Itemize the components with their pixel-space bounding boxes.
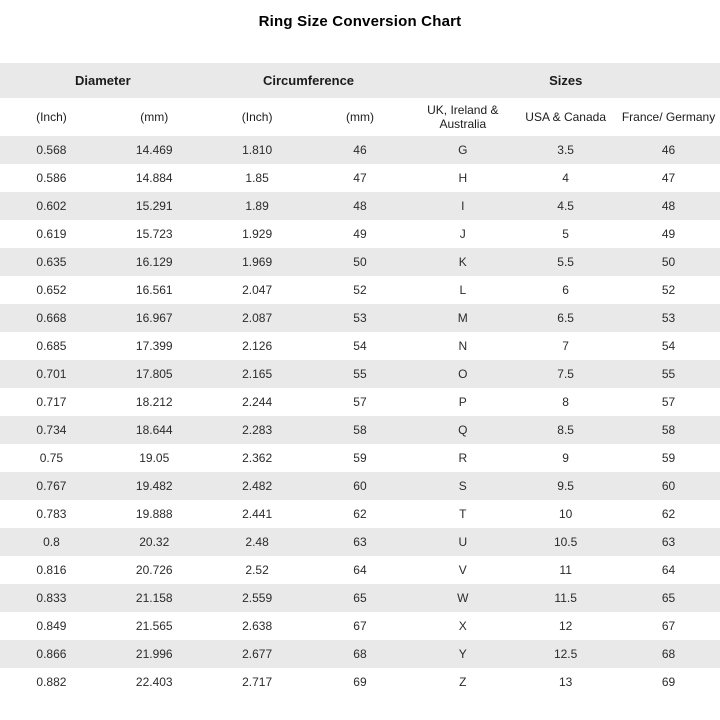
table-cell: 0.767: [36, 479, 67, 493]
ring-size-conversion-table: [0, 63, 720, 696]
table-cell: 20.32: [139, 535, 170, 549]
column-header-5: USA & Canada: [514, 98, 617, 136]
table-cell: 57: [661, 395, 676, 409]
table-cell: Y: [458, 647, 467, 661]
table-body: [0, 136, 720, 696]
table-cell: 0.783: [36, 507, 67, 521]
table-cell: 8: [562, 395, 569, 409]
table-cell: 1.969: [242, 255, 273, 269]
table-cell: 2.283: [242, 423, 273, 437]
table-cell: 58: [353, 423, 367, 437]
table-row: [0, 444, 720, 472]
table-cell: 67: [353, 619, 367, 633]
table-cell: 0.849: [36, 619, 67, 633]
table-row: [0, 164, 720, 192]
table-cell: 18.212: [135, 395, 173, 409]
table-cell: 16.967: [135, 311, 173, 325]
table-cell: T: [459, 507, 467, 521]
table-cell: 5.5: [557, 255, 574, 269]
table-cell: 0.816: [36, 563, 67, 577]
table-cell: 50: [661, 255, 676, 269]
table-cell: 0.75: [39, 451, 64, 465]
table-cell: 2.638: [242, 619, 273, 633]
table-cell: 58: [661, 423, 676, 437]
table-row: [0, 612, 720, 640]
table-cell: 0.685: [36, 339, 67, 353]
table-cell: 48: [353, 199, 367, 213]
table-row: [0, 220, 720, 248]
table-cell: 63: [661, 535, 676, 549]
table-cell: 6.5: [557, 311, 574, 325]
table-cell: 67: [661, 619, 676, 633]
table-cell: Q: [458, 423, 468, 437]
table-cell: 7.5: [557, 367, 574, 381]
table-row: [0, 584, 720, 612]
table-cell: O: [458, 367, 468, 381]
table-cell: 46: [661, 143, 676, 157]
table-cell: J: [459, 227, 466, 241]
table-cell: 0.635: [36, 255, 67, 269]
table-cell: 2.362: [242, 451, 273, 465]
table-cell: 0.619: [36, 227, 67, 241]
table-cell: 0.668: [36, 311, 67, 325]
table-cell: W: [457, 591, 469, 605]
table-cell: 2.677: [242, 647, 273, 661]
table-cell: Z: [459, 675, 467, 689]
table-cell: 69: [353, 675, 367, 689]
table-cell: 17.805: [135, 367, 173, 381]
table-row: [0, 528, 720, 556]
table-cell: 2.482: [242, 479, 273, 493]
table-cell: 0.568: [36, 143, 67, 157]
table-cell: 2.126: [242, 339, 273, 353]
table-cell: 16.561: [135, 283, 173, 297]
table-cell: 55: [661, 367, 676, 381]
table-cell: 2.559: [242, 591, 273, 605]
table-cell: 19.05: [139, 451, 170, 465]
table-cell: L: [459, 283, 467, 297]
table-cell: 10: [558, 507, 573, 521]
table-cell: 63: [353, 535, 367, 549]
table-cell: 54: [353, 339, 367, 353]
table-cell: U: [458, 535, 468, 549]
column-header-4: UK, Ireland & Australia: [411, 98, 514, 136]
table-row: [0, 360, 720, 388]
sub-header-row: [0, 98, 720, 136]
table-cell: 0.602: [36, 199, 67, 213]
table-cell: 68: [661, 647, 676, 661]
table-cell: X: [458, 619, 467, 633]
table-cell: 19.482: [135, 479, 173, 493]
table-cell: 50: [353, 255, 367, 269]
table-cell: 0.717: [36, 395, 67, 409]
table-cell: 1.810: [242, 143, 273, 157]
table-cell: 4: [562, 171, 569, 185]
table-cell: 0.652: [36, 283, 67, 297]
table-cell: 68: [353, 647, 367, 661]
table-cell: 2.441: [242, 507, 273, 521]
table-cell: 47: [661, 171, 676, 185]
table-cell: 4.5: [557, 199, 574, 213]
table-cell: 60: [353, 479, 367, 493]
table-cell: 60: [661, 479, 676, 493]
table-cell: 22.403: [135, 675, 173, 689]
table-cell: 64: [661, 563, 676, 577]
table-cell: 7: [562, 339, 569, 353]
table-cell: 21.996: [135, 647, 173, 661]
table-cell: 0.8: [43, 535, 60, 549]
table-row: [0, 640, 720, 668]
group-header-row: [0, 63, 720, 98]
table-cell: 11: [559, 563, 572, 577]
table-row: [0, 304, 720, 332]
column-header-1: (mm): [103, 98, 206, 136]
table-cell: 15.723: [135, 227, 173, 241]
table-cell: 18.644: [135, 423, 173, 437]
table-row: [0, 556, 720, 584]
column-header-2: (Inch): [206, 98, 309, 136]
table-cell: V: [458, 563, 467, 577]
table-cell: 65: [661, 591, 676, 605]
table-cell: 57: [353, 395, 367, 409]
table-cell: 65: [353, 591, 367, 605]
table-cell: K: [458, 255, 467, 269]
table-row: [0, 332, 720, 360]
table-cell: 2.047: [242, 283, 273, 297]
table-cell: 62: [353, 507, 367, 521]
table-cell: 1.89: [245, 199, 269, 213]
table-cell: 14.884: [135, 171, 173, 185]
table-cell: 2.165: [242, 367, 273, 381]
table-cell: 52: [661, 283, 676, 297]
table-cell: 3.5: [557, 143, 574, 157]
column-group-header-sizes: Sizes: [411, 63, 720, 98]
table-cell: S: [458, 479, 467, 493]
table-cell: 49: [661, 227, 676, 241]
table-cell: 12: [558, 619, 573, 633]
table-cell: 0.866: [36, 647, 67, 661]
table-cell: 20.726: [135, 563, 173, 577]
table-row: [0, 276, 720, 304]
table-cell: N: [458, 339, 468, 353]
page-title: Ring Size Conversion Chart: [258, 13, 462, 30]
table-cell: 2.087: [242, 311, 273, 325]
table-cell: H: [458, 171, 468, 185]
table-cell: 12.5: [553, 647, 578, 661]
table-cell: 0.833: [36, 591, 67, 605]
table-cell: 59: [661, 451, 676, 465]
table-cell: 14.469: [135, 143, 173, 157]
table-cell: 2.48: [245, 535, 269, 549]
table-cell: 53: [661, 311, 676, 325]
table-cell: 6: [562, 283, 569, 297]
table-cell: 1.85: [245, 171, 269, 185]
table-cell: 48: [661, 199, 676, 213]
table-cell: 11.5: [554, 591, 577, 605]
table-row: [0, 192, 720, 220]
table-cell: P: [458, 395, 467, 409]
table-cell: M: [457, 311, 468, 325]
column-group-header-circumference: Circumference: [206, 63, 412, 98]
column-header-0: (Inch): [0, 98, 103, 136]
table-cell: 2.244: [242, 395, 273, 409]
table-cell: 13: [558, 675, 573, 689]
table-cell: 0.882: [36, 675, 67, 689]
table-cell: 9.5: [557, 479, 574, 493]
table-row: [0, 388, 720, 416]
table-cell: 69: [661, 675, 676, 689]
table-cell: 0.734: [36, 423, 67, 437]
table-cell: 19.888: [135, 507, 173, 521]
table-cell: 5: [562, 227, 569, 241]
table-row: [0, 500, 720, 528]
table-cell: 52: [353, 283, 367, 297]
table-cell: 46: [353, 143, 367, 157]
table-cell: 0.701: [36, 367, 67, 381]
table-row: [0, 472, 720, 500]
table-cell: 9: [562, 451, 569, 465]
table-cell: 21.158: [135, 591, 173, 605]
table-cell: G: [458, 143, 468, 157]
table-cell: 2.717: [242, 675, 273, 689]
table-row: [0, 668, 720, 696]
table-row: [0, 248, 720, 276]
table-cell: 0.586: [36, 171, 67, 185]
table-cell: 1.929: [242, 227, 273, 241]
table-cell: 10.5: [553, 535, 578, 549]
table-cell: 64: [353, 563, 367, 577]
table-cell: 2.52: [245, 563, 269, 577]
table-cell: 17.399: [135, 339, 173, 353]
table-row: [0, 136, 720, 164]
table-cell: 55: [353, 367, 367, 381]
table-cell: R: [458, 451, 468, 465]
table-cell: 62: [661, 507, 676, 521]
table-cell: 16.129: [135, 255, 173, 269]
column-group-header-diameter: Diameter: [0, 63, 206, 98]
table-cell: 54: [661, 339, 676, 353]
table-cell: 53: [353, 311, 367, 325]
table-cell: I: [461, 199, 465, 213]
table-cell: 15.291: [135, 199, 173, 213]
table-cell: 49: [353, 227, 367, 241]
table-cell: 21.565: [135, 619, 173, 633]
table-row: [0, 416, 720, 444]
table-cell: 8.5: [557, 423, 574, 437]
column-header-3: (mm): [309, 98, 412, 136]
table-cell: 59: [353, 451, 367, 465]
column-header-6: France/ Germany: [617, 98, 720, 136]
table-cell: 47: [353, 171, 367, 185]
